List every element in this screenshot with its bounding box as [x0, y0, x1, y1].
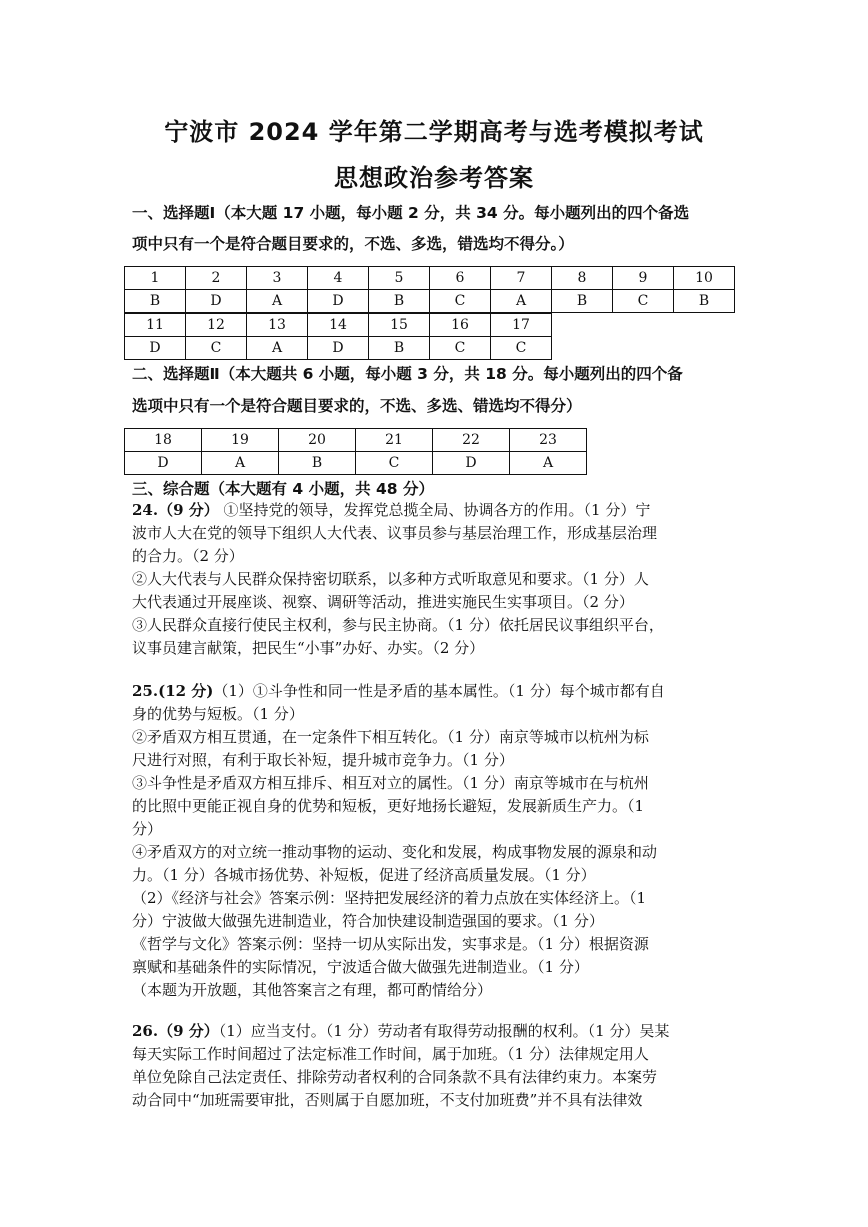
answer-cell: A [510, 452, 587, 475]
section3-heading: 三、综合题（本大题有 4 小题，共 48 分） [132, 480, 434, 498]
answer-line: 议事员建言献策，把民生“小事”办好、办实。（2 分） [132, 639, 485, 657]
answer-cell: C [491, 337, 552, 360]
answer-line: 的比照中更能正视自身的优势和短板，更好地扬长避短，发展新质生产力。（1 [132, 797, 645, 815]
answer-line: 单位免除自己法定责任、排除劳动者权利的合同条款不具有法律约束力。本案劳 [132, 1068, 658, 1086]
document-title: 宁波市 2024 学年第二学期高考与选考模拟考试 [164, 118, 704, 146]
answer-text: （1）①斗争性和同一性是矛盾的基本属性。（1 分）每个城市都有自 [213, 682, 665, 700]
answer-cell: 2 [186, 267, 247, 290]
answer-line: 分）宁波做大做强先进制造业，符合加快建设制造强国的要求。（1 分） [132, 912, 604, 930]
answer-cell: D [308, 337, 369, 360]
answer-line [132, 499, 740, 520]
answer-line: ③斗争性是矛盾双方相互排斥、相互对立的属性。（1 分）南京等城市在与杭州 [132, 774, 649, 792]
answer-cell: A [247, 290, 308, 313]
section2-heading-line1: 二、选择题Ⅱ（本大题共 6 小题，每小题 3 分，共 18 分。每小题列出的四个备 [132, 365, 683, 383]
answer-line: 每天实际工作时间超过了法定标准工作时间，属于加班。（1 分）法律规定用人 [132, 1045, 649, 1063]
answer-cell: D [125, 337, 186, 360]
answer-line: 尺进行对照，有利于取长补短，提升城市竞争力。（1 分） [132, 751, 514, 769]
answer-cell: C [186, 337, 247, 360]
answer-cell: 16 [430, 314, 491, 337]
answer-cell: D [433, 452, 510, 475]
answer-line: ③人民群众直接行使民主权利，参与民主协商。（1 分）依托居民议事组织平台， [132, 616, 664, 634]
answer-cell: 19 [202, 429, 279, 452]
answer-cell: 3 [247, 267, 308, 290]
answer-line: ④矛盾双方的对立统一推动事物的运动、变化和发展，构成事物发展的源泉和动 [132, 843, 658, 861]
answer-line: 禀赋和基础条件的实际情况，宁波适合做大做强先进制造业。（1 分） [132, 958, 589, 976]
answer-line: 动合同中“加班需要审批，否则属于自愿加班，不支付加班费”并不具有法律效 [132, 1091, 643, 1109]
answer-cell: 14 [308, 314, 369, 337]
answer-line: （2）《经济与社会》答案示例：坚持把发展经济的着力点放在实体经济上。（1 [132, 889, 647, 907]
answer-line [132, 1020, 740, 1041]
answer-cell: B [674, 290, 735, 313]
section1-heading-line1: 一、选择题Ⅰ（本大题 17 小题，每小题 2 分，共 34 分。每小题列出的四个备选 [132, 204, 690, 222]
answer-cell: D [125, 452, 202, 475]
answer-line: 大代表通过开展座谈、视察、调研等活动，推进实施民生实事项目。（2 分） [132, 593, 634, 611]
answer-cell: D [308, 290, 369, 313]
answer-cell: 12 [186, 314, 247, 337]
section1-answer-table-row2 [124, 313, 552, 360]
answer-cell: 15 [369, 314, 430, 337]
answer-cell: 6 [430, 267, 491, 290]
answer-cell: 13 [247, 314, 308, 337]
question-label: 24.（9 分） [132, 501, 219, 519]
answer-line: 的合力。（2 分） [132, 547, 244, 565]
answer-cell: 10 [674, 267, 735, 290]
section2-heading-line2: 选项中只有一个是符合题目要求的，不选、多选、错选均不得分） [132, 397, 582, 415]
answer-cell: C [613, 290, 674, 313]
question-label: 25.(12 分) [132, 682, 214, 700]
answer-cell: 9 [613, 267, 674, 290]
answer-line: ②矛盾双方相互贯通，在一定条件下相互转化。（1 分）南京等城市以杭州为标 [132, 728, 649, 746]
answer-text: （1）应当支付。（1 分）劳动者有取得劳动报酬的权利。（1 分）吴某 [218, 1022, 670, 1040]
answer-text: ①坚持党的领导，发挥党总揽全局、协调各方的作用。（1 分）宁 [218, 501, 651, 519]
section2-answer-table [124, 428, 587, 475]
answer-cell: 23 [510, 429, 587, 452]
question-label: 26.（9 分） [132, 1022, 219, 1040]
answer-line [132, 680, 740, 701]
answer-line: （本题为开放题，其他答案言之有理，都可酌情给分） [132, 981, 493, 999]
answer-cell: B [125, 290, 186, 313]
answer-cell: 11 [125, 314, 186, 337]
answer-cell: B [279, 452, 356, 475]
answer-cell: A [202, 452, 279, 475]
answer-cell: 20 [279, 429, 356, 452]
answer-cell: 8 [552, 267, 613, 290]
answer-cell: B [552, 290, 613, 313]
answer-line: 分） [132, 820, 163, 838]
answer-line: 《哲学与文化》答案示例：坚持一切从实际出发，实事求是。（1 分）根据资源 [132, 935, 649, 953]
answer-cell: D [186, 290, 247, 313]
answer-cell: 18 [125, 429, 202, 452]
answer-line: 身的优势与短板。（1 分） [132, 705, 304, 723]
answer-cell: 17 [491, 314, 552, 337]
answer-cell: A [491, 290, 552, 313]
answer-cell: C [356, 452, 433, 475]
answer-cell: 4 [308, 267, 369, 290]
answer-cell: 21 [356, 429, 433, 452]
answer-line: 波市人大在党的领导下组织人大代表、议事员参与基层治理工作，形成基层治理 [132, 524, 658, 542]
answer-line: 力。（1 分）各城市扬优势、补短板，促进了经济高质量发展。（1 分） [132, 866, 596, 884]
answer-cell: 1 [125, 267, 186, 290]
answer-cell: B [369, 337, 430, 360]
section1-answer-table-row1 [124, 266, 735, 313]
answer-cell: A [247, 337, 308, 360]
document-subtitle: 思想政治参考答案 [334, 164, 534, 192]
answer-line: ②人大代表与人民群众保持密切联系，以多种方式听取意见和要求。（1 分）人 [132, 570, 649, 588]
answer-cell: 22 [433, 429, 510, 452]
answer-cell: C [430, 337, 491, 360]
section1-heading-line2: 项中只有一个是符合题目要求的，不选、多选，错选均不得分。） [132, 235, 574, 253]
answer-cell: 5 [369, 267, 430, 290]
answer-cell: 7 [491, 267, 552, 290]
answer-cell: C [430, 290, 491, 313]
answer-cell: B [369, 290, 430, 313]
